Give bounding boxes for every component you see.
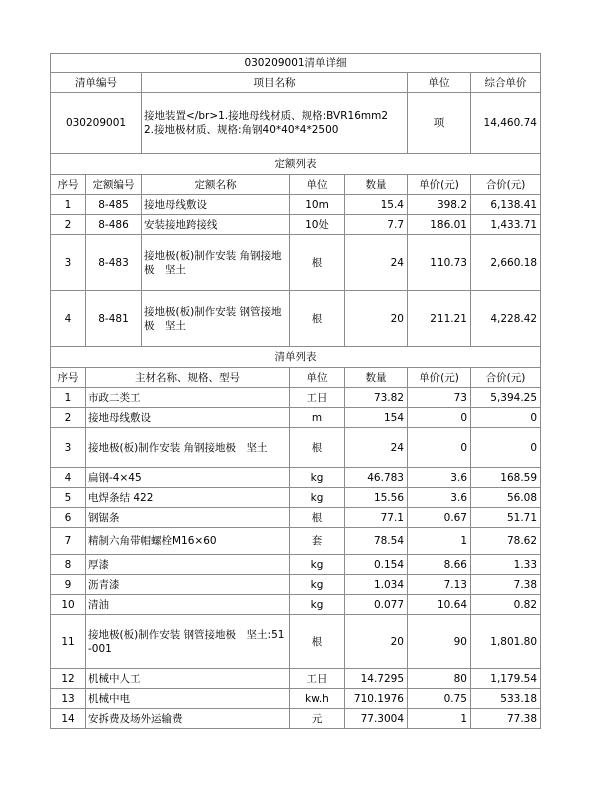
price-cell: 7.13	[408, 575, 471, 595]
seq-cell: 4	[51, 468, 86, 488]
name-cell: 清油	[86, 595, 290, 615]
code-cell: 8-483	[86, 235, 142, 291]
price-cell: 73	[408, 388, 471, 408]
total-cell: 168.59	[471, 468, 541, 488]
price-cell: 1	[408, 528, 471, 555]
unit-cell: 套	[290, 528, 345, 555]
price-cell: 1	[408, 709, 471, 729]
bill-header-price: 综合单价	[471, 73, 541, 93]
materials-section-title: 清单列表	[51, 347, 541, 368]
table-row	[51, 595, 541, 615]
seq-cell: 12	[51, 669, 86, 689]
qty-cell: 24	[345, 235, 408, 291]
total-cell: 0	[471, 428, 541, 468]
price-cell: 3.6	[408, 488, 471, 508]
name-cell: 接地母线敷设	[86, 408, 290, 428]
code-cell: 8-481	[86, 291, 142, 347]
qty-cell: 20	[345, 291, 408, 347]
total-cell: 4,228.42	[471, 291, 541, 347]
total-cell: 0	[471, 408, 541, 428]
seq-cell: 9	[51, 575, 86, 595]
price-cell: 398.2	[408, 195, 471, 215]
price-cell: 0	[408, 428, 471, 468]
unit-cell: 根	[290, 508, 345, 528]
seq-cell: 13	[51, 689, 86, 709]
name-cell: 接地极(板)制作安装 角钢接地极 坚土	[86, 428, 290, 468]
name-cell: 厚漆	[86, 555, 290, 575]
qty-cell: 0.077	[345, 595, 408, 615]
seq-cell: 1	[51, 195, 86, 215]
qty-cell: 1.034	[345, 575, 408, 595]
name-cell: 精制六角带帽螺栓M16×60	[86, 528, 290, 555]
name-cell: 机械中人工	[86, 669, 290, 689]
quota-header-code: 定额编号	[86, 175, 142, 195]
unit-cell: 元	[290, 709, 345, 729]
name-cell: 市政二类工	[86, 388, 290, 408]
total-cell: 51.71	[471, 508, 541, 528]
materials-header-seq: 序号	[51, 368, 86, 388]
seq-cell: 10	[51, 595, 86, 615]
name-cell: 接地母线敷设	[142, 195, 290, 215]
bill-name-line1: 接地装置</br>1.接地母线材质、规格:BVR16mm2	[144, 110, 389, 122]
table-row	[51, 555, 541, 575]
bill-header-unit: 单位	[408, 73, 471, 93]
unit-cell: kw.h	[290, 689, 345, 709]
qty-cell: 15.4	[345, 195, 408, 215]
price-cell: 211.21	[408, 291, 471, 347]
total-cell: 533.18	[471, 689, 541, 709]
unit-cell: kg	[290, 488, 345, 508]
total-cell: 2,660.18	[471, 235, 541, 291]
seq-cell: 8	[51, 555, 86, 575]
unit-cell: kg	[290, 555, 345, 575]
unit-cell: 根	[290, 615, 345, 669]
seq-cell: 3	[51, 235, 86, 291]
unit-cell: 根	[290, 428, 345, 468]
unit-cell: 根	[290, 235, 345, 291]
price-cell: 3.6	[408, 468, 471, 488]
price-cell: 186.01	[408, 215, 471, 235]
name-cell: 接地极(板)制作安装 钢管接地极 坚土:51-001	[86, 615, 290, 669]
unit-cell: 工日	[290, 388, 345, 408]
seq-cell: 2	[51, 408, 86, 428]
total-cell: 5,394.25	[471, 388, 541, 408]
bill-name	[142, 93, 408, 154]
materials-header-price: 单价(元)	[408, 368, 471, 388]
table-row	[51, 291, 541, 347]
seq-cell: 11	[51, 615, 86, 669]
qty-cell: 24	[345, 428, 408, 468]
table-row	[51, 669, 541, 689]
seq-cell: 5	[51, 488, 86, 508]
name-cell: 机械中电	[86, 689, 290, 709]
materials-header-total: 合价(元)	[471, 368, 541, 388]
materials-header-qty: 数量	[345, 368, 408, 388]
unit-cell: 10处	[290, 215, 345, 235]
unit-cell: 工日	[290, 669, 345, 689]
total-cell: 1,801.80	[471, 615, 541, 669]
quota-header-price: 单价(元)	[408, 175, 471, 195]
table-row	[51, 709, 541, 729]
name-cell: 钢锯条	[86, 508, 290, 528]
total-cell: 1.33	[471, 555, 541, 575]
price-cell: 80	[408, 669, 471, 689]
unit-cell: 10m	[290, 195, 345, 215]
price-cell: 0.75	[408, 689, 471, 709]
bill-unit: 项	[408, 93, 471, 154]
table-row	[51, 468, 541, 488]
materials-header-unit: 单位	[290, 368, 345, 388]
table-row	[51, 575, 541, 595]
total-cell: 1,433.71	[471, 215, 541, 235]
seq-cell: 6	[51, 508, 86, 528]
price-cell: 0.67	[408, 508, 471, 528]
total-cell: 1,179.54	[471, 669, 541, 689]
unit-cell: kg	[290, 575, 345, 595]
price-cell: 10.64	[408, 595, 471, 615]
table-row	[51, 615, 541, 669]
quota-header-total: 合价(元)	[471, 175, 541, 195]
bill-price: 14,460.74	[471, 93, 541, 154]
price-cell: 110.73	[408, 235, 471, 291]
doc-title: 030209001清单详细	[51, 54, 541, 73]
code-cell: 8-485	[86, 195, 142, 215]
name-cell: 接地极(板)制作安装 钢管接地极 坚土	[142, 291, 290, 347]
quota-header-name: 定额名称	[142, 175, 290, 195]
bill-table	[50, 53, 541, 154]
qty-cell: 7.7	[345, 215, 408, 235]
seq-cell: 2	[51, 215, 86, 235]
qty-cell: 710.1976	[345, 689, 408, 709]
name-cell: 扁钢-4×45	[86, 468, 290, 488]
total-cell: 56.08	[471, 488, 541, 508]
table-row	[51, 215, 541, 235]
table-row	[51, 528, 541, 555]
seq-cell: 1	[51, 388, 86, 408]
qty-cell: 77.1	[345, 508, 408, 528]
qty-cell: 20	[345, 615, 408, 669]
materials-table	[50, 346, 541, 729]
seq-cell: 7	[51, 528, 86, 555]
name-cell: 接地极(板)制作安装 角钢接地极 坚土	[142, 235, 290, 291]
unit-cell: kg	[290, 595, 345, 615]
quota-header-unit: 单位	[290, 175, 345, 195]
table-row	[51, 235, 541, 291]
price-cell: 0	[408, 408, 471, 428]
total-cell: 0.82	[471, 595, 541, 615]
bill-name-line2: 2.接地极材质、规格:角钢40*40*4*2500	[144, 124, 339, 136]
table-row	[51, 508, 541, 528]
table-row	[51, 408, 541, 428]
total-cell: 78.62	[471, 528, 541, 555]
name-cell: 沥青漆	[86, 575, 290, 595]
price-cell: 90	[408, 615, 471, 669]
total-cell: 7.38	[471, 575, 541, 595]
quota-section-title: 定额列表	[51, 154, 541, 175]
quota-header-seq: 序号	[51, 175, 86, 195]
name-cell: 电焊条结 422	[86, 488, 290, 508]
unit-cell: m	[290, 408, 345, 428]
name-cell: 安拆费及场外运输费	[86, 709, 290, 729]
bill-code: 030209001	[51, 93, 142, 154]
qty-cell: 154	[345, 408, 408, 428]
materials-header-name: 主材名称、规格、型号	[86, 368, 290, 388]
price-cell: 8.66	[408, 555, 471, 575]
qty-cell: 77.3004	[345, 709, 408, 729]
total-cell: 6,138.41	[471, 195, 541, 215]
quota-table	[50, 153, 541, 347]
qty-cell: 73.82	[345, 388, 408, 408]
code-cell: 8-486	[86, 215, 142, 235]
qty-cell: 0.154	[345, 555, 408, 575]
table-row	[51, 488, 541, 508]
table-row	[51, 428, 541, 468]
table-row	[51, 195, 541, 215]
qty-cell: 78.54	[345, 528, 408, 555]
seq-cell: 14	[51, 709, 86, 729]
qty-cell: 14.7295	[345, 669, 408, 689]
table-row	[51, 689, 541, 709]
qty-cell: 46.783	[345, 468, 408, 488]
total-cell: 77.38	[471, 709, 541, 729]
bill-header-code: 清单编号	[51, 73, 142, 93]
seq-cell: 3	[51, 428, 86, 468]
unit-cell: 根	[290, 291, 345, 347]
table-row	[51, 388, 541, 408]
quota-header-qty: 数量	[345, 175, 408, 195]
bill-header-name: 项目名称	[142, 73, 408, 93]
unit-cell: kg	[290, 468, 345, 488]
qty-cell: 15.56	[345, 488, 408, 508]
seq-cell: 4	[51, 291, 86, 347]
name-cell: 安装接地跨接线	[142, 215, 290, 235]
